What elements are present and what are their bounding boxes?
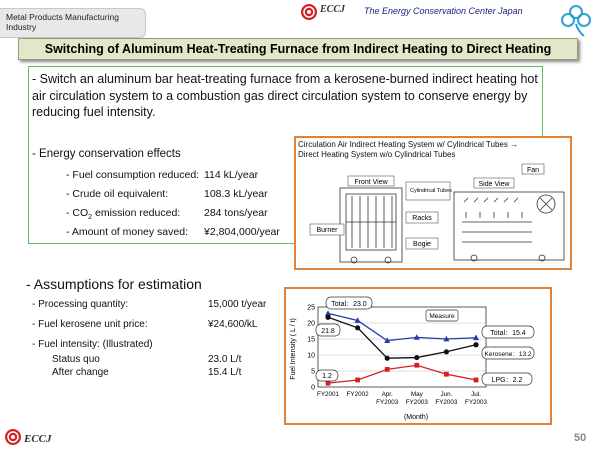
- chart-x-tick-label: FY2003: [405, 399, 428, 406]
- effect-label-crude: - Crude oil equivalent:: [66, 188, 169, 200]
- assumptions-title: - Assumptions for estimation: [26, 276, 202, 292]
- org-name: The Energy Conservation Center Japan: [364, 6, 523, 16]
- status-quo-label: Status quo: [52, 354, 100, 365]
- bogie-label: Bogie: [413, 241, 431, 248]
- effect-label-co2: - $CO_2$ emission reduced:: [66, 207, 181, 222]
- series-line-lpg: [328, 365, 476, 383]
- eccj-footer-text: ECCJ: [24, 433, 52, 445]
- processing-label: - Processing quantity:: [32, 299, 129, 310]
- chart-y-tick-label: 25: [307, 304, 315, 312]
- ann-kerosene-end: Kerosene：13.2: [484, 351, 532, 358]
- status-quo-value: 23.0 L/t: [208, 354, 242, 365]
- chart-y-label: Fuel Intensity ( L / t): [290, 318, 297, 380]
- side-view-drawing: [454, 192, 564, 261]
- diagram-caption: [298, 140, 570, 160]
- eccj-logo-text: ECCJ: [320, 4, 346, 15]
- effect-value-money: ¥2,804,000/year: [204, 226, 280, 238]
- effects-title: - Energy conservation effects: [32, 148, 181, 160]
- clover-logo-icon: [560, 4, 592, 38]
- ann-kerosene-start: 21.8: [321, 328, 335, 335]
- front-view-drawing: [340, 188, 402, 263]
- summary-description: - Switch an aluminum bar heat-treating furnace from a kerosene-burned indirect heating hot air circulation system to a combustion gas direct circulation system to conserve energy by reducing fuel intensity.: [32, 72, 538, 119]
- chart-series: [325, 310, 479, 385]
- cyl-tubes-label: Cylindrical Tubes: [410, 188, 452, 194]
- chart-y-tick-label: 0: [311, 384, 315, 392]
- point-lpg: [355, 378, 360, 383]
- category-tag: Metal Products Manufacturing Industry: [0, 8, 146, 38]
- point-kerosene: [414, 355, 419, 360]
- eccj-logo-icon: [300, 3, 318, 21]
- chart-x-tick-label: FY2003: [464, 399, 488, 406]
- page-title: Switching of Aluminum Heat-Treating Furnace from Indirect Heating to Direct Heating: [18, 38, 578, 60]
- chart-x-tick-label: FY2001: [316, 391, 340, 398]
- racks-label: Racks: [412, 215, 432, 222]
- ann-measure: Measure: [429, 313, 455, 320]
- chart-x-tick-label: Apr.: [381, 391, 393, 398]
- furnace-diagram: [296, 162, 570, 268]
- intensity-label: - Fuel intensity: (Illustrated): [32, 339, 153, 350]
- effect-value-co2: 284 tons/year: [204, 207, 268, 219]
- ann-total-start: Total：23.0: [331, 301, 367, 308]
- side-view-label: Side View: [478, 181, 510, 188]
- point-kerosene: [385, 356, 390, 361]
- diagram-caption-line1: Circulation Air Indirect Heating System w/ Cylindrical Tubes →: [298, 140, 519, 149]
- point-kerosene: [325, 315, 330, 320]
- point-lpg: [444, 372, 449, 377]
- chart-plot-area: [318, 307, 486, 387]
- chart-y-tick-label: 10: [307, 352, 315, 360]
- chart-x-tick-label: FY2003: [435, 399, 458, 406]
- chart-y-tick-label: 20: [307, 320, 315, 328]
- front-view-label: Front View: [354, 179, 388, 186]
- effect-label-money: - Amount of money saved:: [66, 226, 188, 238]
- point-lpg: [474, 378, 479, 383]
- point-lpg: [385, 367, 390, 372]
- fan-label: Fan: [526, 167, 540, 174]
- chart-x-tick-label: Jun.: [440, 391, 453, 398]
- chart-x-tick-label: FY2002: [346, 391, 369, 398]
- page-number: 50: [574, 432, 587, 444]
- series-line-kerosene: [328, 317, 476, 358]
- price-value: ¥24,600/kL: [208, 319, 258, 330]
- processing-value: 15,000 t/year: [208, 299, 267, 310]
- point-kerosene: [473, 342, 478, 347]
- point-lpg: [414, 363, 419, 368]
- chart-y-tick-label: 5: [311, 368, 315, 376]
- effect-value-crude: 108.3 kL/year: [204, 188, 268, 200]
- chart-x-tick-label: Jul.: [471, 391, 481, 398]
- chart-x-label: (Month): [403, 414, 429, 421]
- ann-lpg-start: 1.2: [322, 373, 332, 380]
- after-change-label: After change: [52, 367, 109, 378]
- point-kerosene: [444, 349, 449, 354]
- effect-value-fuel: 114 kL/year: [204, 169, 259, 181]
- burner-label: Burner: [316, 227, 338, 234]
- price-label: - Fuel kerosene unit price:: [32, 319, 148, 330]
- point-kerosene: [355, 325, 360, 330]
- point-lpg: [326, 381, 331, 386]
- chart-x-tick-label: FY2003: [376, 399, 399, 406]
- after-change-value: 15.4 L/t: [208, 367, 242, 378]
- chart-x-ticks: [317, 391, 488, 406]
- chart-y-tick-label: 15: [307, 336, 315, 344]
- diagram-caption-line2: Direct Heating System w/o Cylindrical Tubes: [298, 150, 456, 159]
- effect-label-fuel: - Fuel consumption reduced:: [66, 169, 200, 181]
- fuel-intensity-chart: [286, 289, 550, 423]
- ann-total-end: Total：15.4: [490, 330, 526, 337]
- ann-lpg-end: LPG：2.2: [491, 377, 523, 384]
- eccj-footer-logo-icon: [4, 428, 22, 446]
- chart-x-tick-label: May: [410, 391, 423, 398]
